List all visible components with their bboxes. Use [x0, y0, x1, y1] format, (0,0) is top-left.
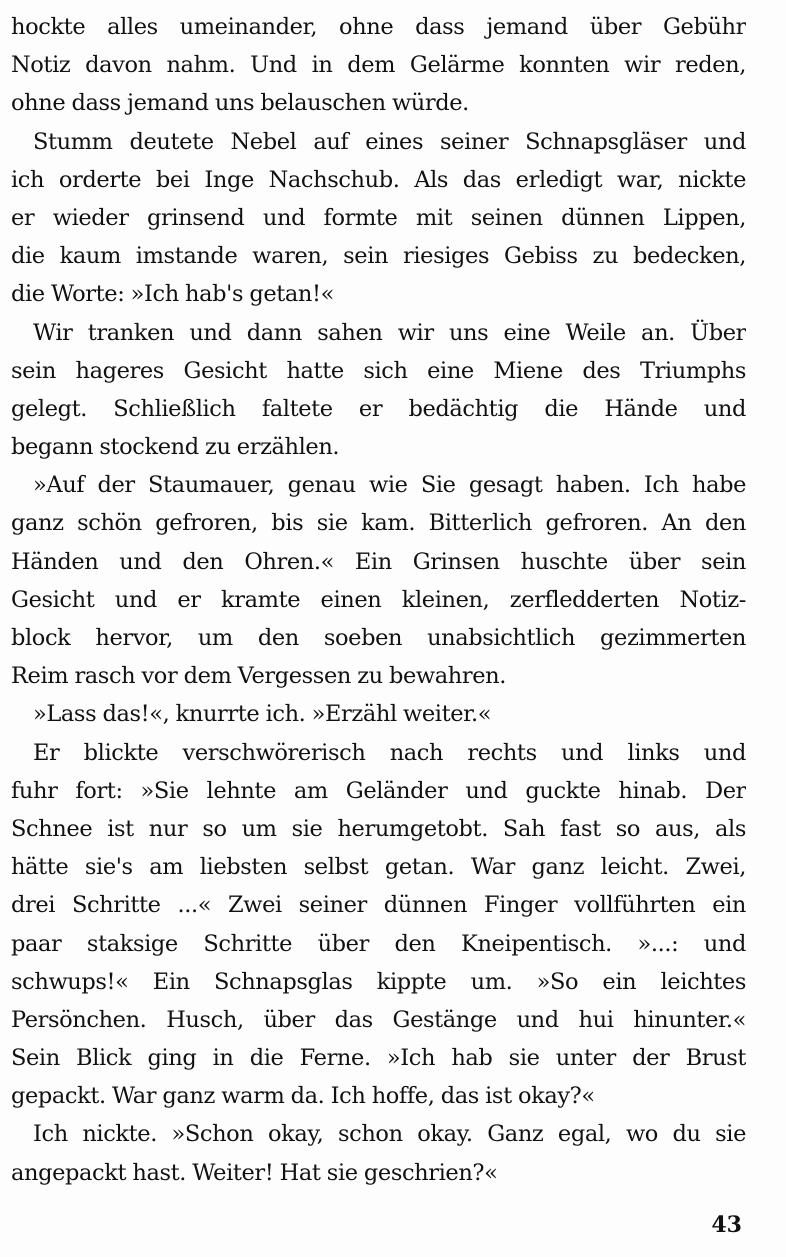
text-line: Persönchen. Husch, über das Gestänge und hui hinunter.« — [11, 1006, 746, 1033]
text-line: sein hageres Gesicht hatte sich eine Miene des Triumphs — [11, 357, 746, 384]
text-line: Ich nickte. »Schon okay, schon okay. Ganz egal, wo du sie — [33, 1121, 746, 1148]
text-line: Reim rasch vor dem Vergessen zu bewahren. — [11, 663, 506, 690]
page-body-text — [11, 8, 746, 1192]
text-line: hockte alles umeinander, ohne dass jemand über Gebühr — [11, 14, 746, 40]
text-line: Gesicht und er kramte einen kleinen, zerfledderten Notiz- — [11, 586, 746, 613]
text-line: Notiz davon nahm. Und in dem Gelärme konnten wir reden, — [11, 52, 746, 79]
paragraph — [11, 314, 746, 467]
text-line: Sein Blick ging in die Ferne. »Ich hab sie unter der Brust — [11, 1045, 746, 1072]
text-line: angepackt hast. Weiter! Hat sie geschrien?« — [11, 1159, 498, 1186]
text-line: »Auf der Staumauer, genau wie Sie gesagt haben. Ich habe — [33, 472, 746, 499]
paragraph — [11, 8, 746, 123]
paragraph — [11, 466, 746, 695]
text-line: gelegt. Schließlich faltete er bedächtig die Hände und — [11, 395, 746, 422]
text-line: block hervor, um den soeben unabsichtlich gezimmerten — [11, 625, 746, 651]
text-line: ich orderte bei Inge Nachschub. Als das erledigt war, nickte — [11, 166, 746, 193]
text-line: hätte sie's am liebsten selbst getan. War ganz leicht. Zwei, — [11, 854, 746, 881]
text-line: schwups!« Ein Schnapsglas kippte um. »So ein leichtes — [11, 968, 746, 995]
text-line: Schnee ist nur so um sie herumgetobt. Sah fast so aus, als — [11, 815, 746, 842]
text-line: Stumm deutete Nebel auf eines seiner Schnapsgläser und — [33, 128, 746, 155]
text-line: ohne dass jemand uns belauschen würde. — [11, 90, 469, 117]
paragraph — [11, 123, 746, 314]
paragraph — [11, 1115, 746, 1191]
text-line: paar staksige Schritte über den Kneipentisch. »...: und — [11, 930, 746, 957]
page-number: 43 — [711, 1212, 742, 1238]
text-line: Händen und den Ohren.« Ein Grinsen huschte über sein — [11, 548, 746, 575]
text-line: Er blickte verschwörerisch nach rechts und links und — [33, 739, 746, 766]
text-line: die kaum imstande waren, sein riesiges Gebiss zu bedecken, — [11, 243, 746, 270]
paragraph — [11, 695, 746, 733]
text-line: Wir tranken und dann sahen wir uns eine Weile an. Über — [33, 319, 746, 346]
text-line: fuhr fort: »Sie lehnte am Geländer und guckte hinab. Der — [11, 777, 746, 804]
text-line: drei Schritte ...« Zwei seiner dünnen Finger vollführten ein — [11, 892, 746, 919]
text-line: die Worte: »Ich hab's getan!« — [11, 281, 335, 308]
text-line: gepackt. War ganz warm da. Ich hoffe, das ist okay?« — [11, 1083, 595, 1110]
paragraph — [11, 734, 746, 1116]
text-line: ganz schön gefroren, bis sie kam. Bitterlich gefroren. An den — [11, 510, 746, 537]
text-line: begann stockend zu erzählen. — [11, 434, 340, 461]
text-line: »Lass das!«, knurrte ich. »Erzähl weiter.« — [33, 701, 492, 728]
text-line: er wieder grinsend und formte mit seinen dünnen Lippen, — [11, 204, 746, 231]
